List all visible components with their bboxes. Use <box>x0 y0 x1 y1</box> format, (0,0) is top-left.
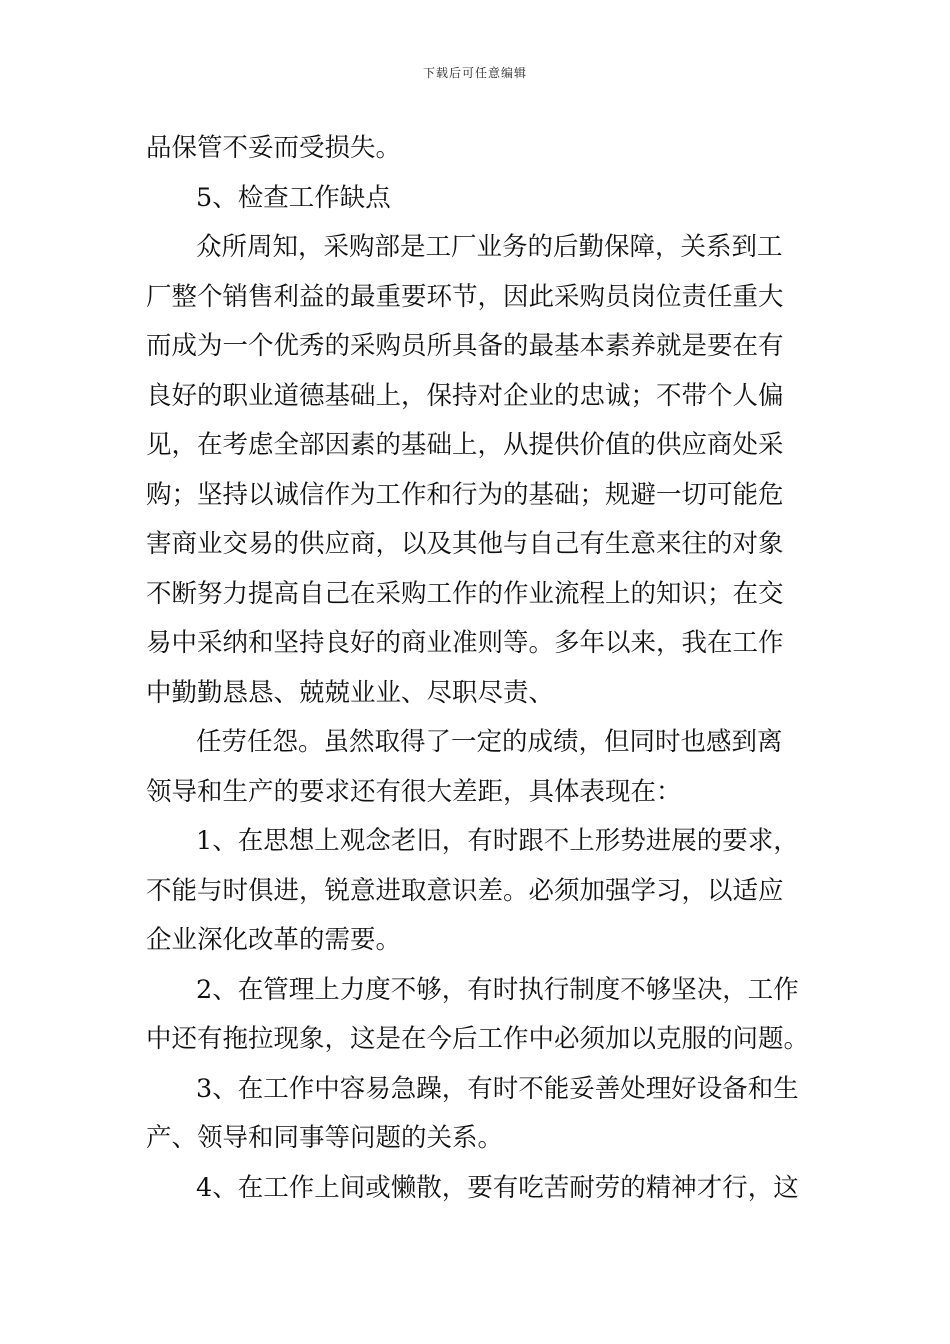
document-body <box>146 124 811 1213</box>
text-line: 品保管不妥而受损失。 <box>146 133 402 163</box>
text-line: 企业深化改革的需要。 <box>146 925 402 955</box>
text-line: 3、在工作中容易急躁，有时不能妥善处理好设备和生 <box>196 1073 799 1104</box>
text-line: 5、检查工作缺点 <box>196 182 391 213</box>
text-line: 产、领导和同事等问题的关系。 <box>146 1123 504 1153</box>
text-line: 良好的职业道德基础上，保持对企业的忠诚；不带个人偏 <box>146 380 784 411</box>
page-header: 下载后可任意编辑 <box>422 66 527 80</box>
text-line: 中还有拖拉现象，这是在今后工作中必须加以克服的问题。 <box>146 1024 810 1054</box>
text-line: 众所周知，采购部是工厂业务的后勤保障，关系到工 <box>196 232 783 262</box>
text-line: 领导和生产的要求还有很大差距，具体表现在： <box>146 776 682 807</box>
text-line: 不断努力提高自己在采购工作的作业流程上的知识；在交 <box>146 578 784 609</box>
text-line: 见，在考虑全部因素的基础上，从提供价值的供应商处采 <box>146 430 784 460</box>
text-line: 4、在工作上间或懒散，要有吃苦耐劳的精神才行，这 <box>196 1172 799 1203</box>
text-line: 易中采纳和坚持良好的商业准则等。多年以来，我在工作 <box>146 628 784 658</box>
text-line: 害商业交易的供应商，以及其他与自己有生意来往的对象 <box>146 529 784 559</box>
text-line: 厂整个销售利益的最重要环节，因此采购员岗位责任重大 <box>146 281 784 312</box>
text-line: 任劳任怨。虽然取得了一定的成绩，但同时也感到离 <box>196 727 783 757</box>
text-line: 1、在思想上观念老旧，有时跟不上形势进展的要求， <box>196 826 799 856</box>
text-line: 2、在管理上力度不够，有时执行制度不够坚决，工作 <box>196 974 799 1005</box>
text-line: 不能与时俱进，锐意进取意识差。必须加强学习，以适应 <box>146 875 784 906</box>
text-line: 中勤勤恳恳、兢兢业业、尽职尽责、 <box>146 677 555 708</box>
text-line: 而成为一个优秀的采购员所具备的最基本素养就是要在有 <box>146 331 784 361</box>
text-line: 购；坚持以诚信作为工作和行为的基础；规避一切可能危 <box>146 479 784 510</box>
